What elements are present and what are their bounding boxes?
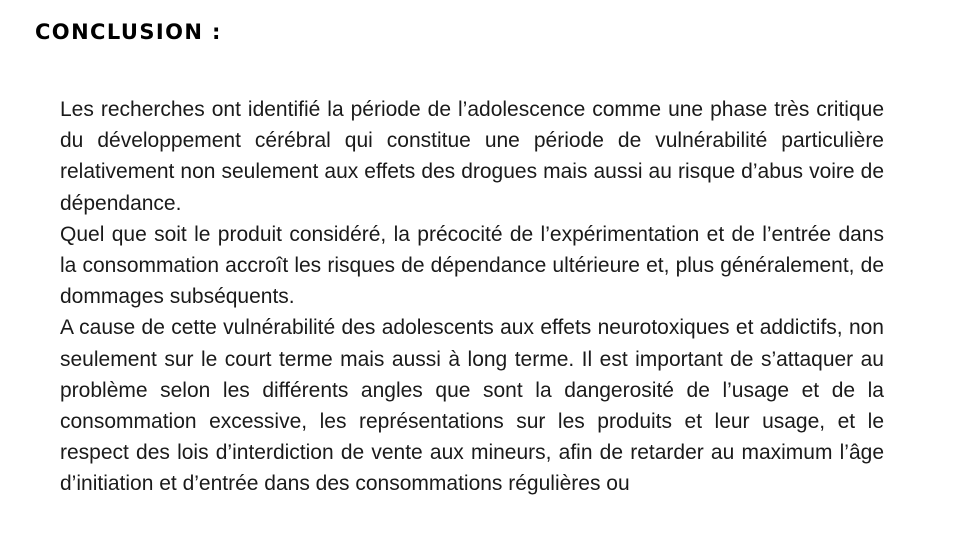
paragraph-adolescence-vulnerability: Les recherches ont identifié la période de l’adolescence comme une phase très critique du développement cérébral qui constitue une période de vulnérabilité particulière relativement non seulement aux effets des drogues mais aussi au risque d’abus voire de dépendance. [60,98,884,215]
conclusion-body [60,94,884,500]
paragraph-early-exposure-risks: Quel que soit le produit considéré, la précocité de l’expérimentation et de l’entrée dans la consommation accroît les risques de dépendance ultérieure et, plus généralement, de dommages subséquents. [60,222,884,309]
slide-title: CONCLUSION : [35,20,222,44]
paragraph-prevention-approach: A cause de cette vulnérabilité des adolescents aux effets neurotoxiques et addictifs, non seulement sur le court terme mais aussi à long terme. Il est important de s’attaquer au problème selon les différents angles que sont la dangerosité de l’usage et de la consommation excessive, les représentations sur les produits et leur usage, et le respect des lois d’interdiction de vente aux mineurs, afin de retarder au maximum l’âge d’initiation et d’entrée dans des consommations régulières ou [60,316,884,496]
